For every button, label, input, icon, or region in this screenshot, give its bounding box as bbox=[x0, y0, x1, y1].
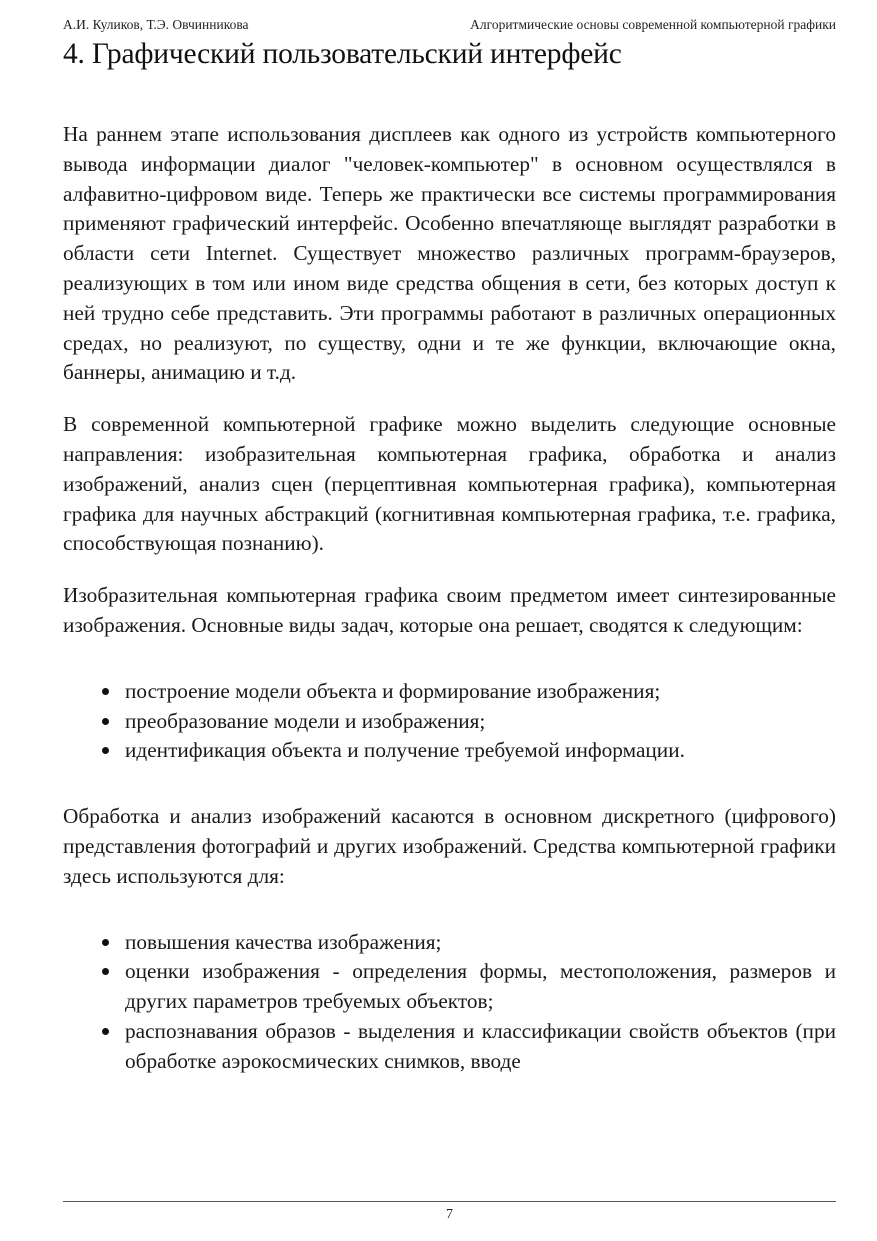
list-item: оценки изображения - определения формы, местоположения, размеров и других параметров требуемых объектов; bbox=[125, 957, 836, 1017]
list-item: построение модели объекта и формирование изображения; bbox=[125, 677, 836, 707]
uses-list bbox=[63, 928, 836, 1077]
header-book-title: Алгоритмические основы современной компьютерной графики bbox=[470, 17, 836, 32]
list-item: преобразование модели и изображения; bbox=[125, 707, 836, 737]
list-item: распознавания образов - выделения и классификации свойств объектов (при обработке аэрокосмических снимков, вводе bbox=[125, 1017, 836, 1077]
paragraph-image-processing: Обработка и анализ изображений касаются в основном дискретного (цифрового) представления фотографий и других изображений. Средства компьютерной графики здесь используются для: bbox=[63, 804, 836, 888]
list-item: повышения качества изображения; bbox=[125, 928, 836, 958]
header-authors: А.И. Куликов, Т.Э. Овчинникова bbox=[63, 17, 249, 32]
paragraph-visual-graphics: Изобразительная компьютерная графика своим предметом имеет синтезированные изображения. Основные виды задач, которые она решает, сводятся к следующим: bbox=[63, 583, 836, 637]
document-page bbox=[63, 0, 836, 1241]
page-number: 7 bbox=[446, 1207, 453, 1222]
body-text bbox=[63, 120, 836, 1077]
paragraph-interface-history: На раннем этапе использования дисплеев как одного из устройств компьютерного вывода информации диалог "человек-компьютер" в основном осуществлялся в алфавитно-цифровом виде. Теперь же практически все системы программирования применяют графический интерфейс. Особенно впечатляюще выглядят разработки в области сети Internet. Существует множество различных программ-браузеров, реализующих в том или ином виде средства общения в сети, без которых доступ к ней трудно себе представить. Эти программы работают в различных операционных средах, но реализуют, по существу, одни и те же функции, включающие окна, баннеры, анимацию и т.д. bbox=[63, 122, 836, 385]
paragraph-graphics-directions: В современной компьютерной графике можно выделить следующие основные направления: изобразительная компьютерная графика, обработка и анализ изображений, анализ сцен (перцептивная компьютерная графика), компьютерная графика для научных абстракций (когнитивная компьютерная графика, т.е. графика, способствующая познанию). bbox=[63, 412, 836, 556]
footer-divider bbox=[63, 1201, 836, 1202]
list-item: идентификация объекта и получение требуемой информации. bbox=[125, 736, 836, 766]
task-list bbox=[63, 677, 836, 766]
chapter-title: 4. Графический пользовательский интерфейс bbox=[63, 38, 622, 70]
running-header bbox=[63, 17, 836, 33]
